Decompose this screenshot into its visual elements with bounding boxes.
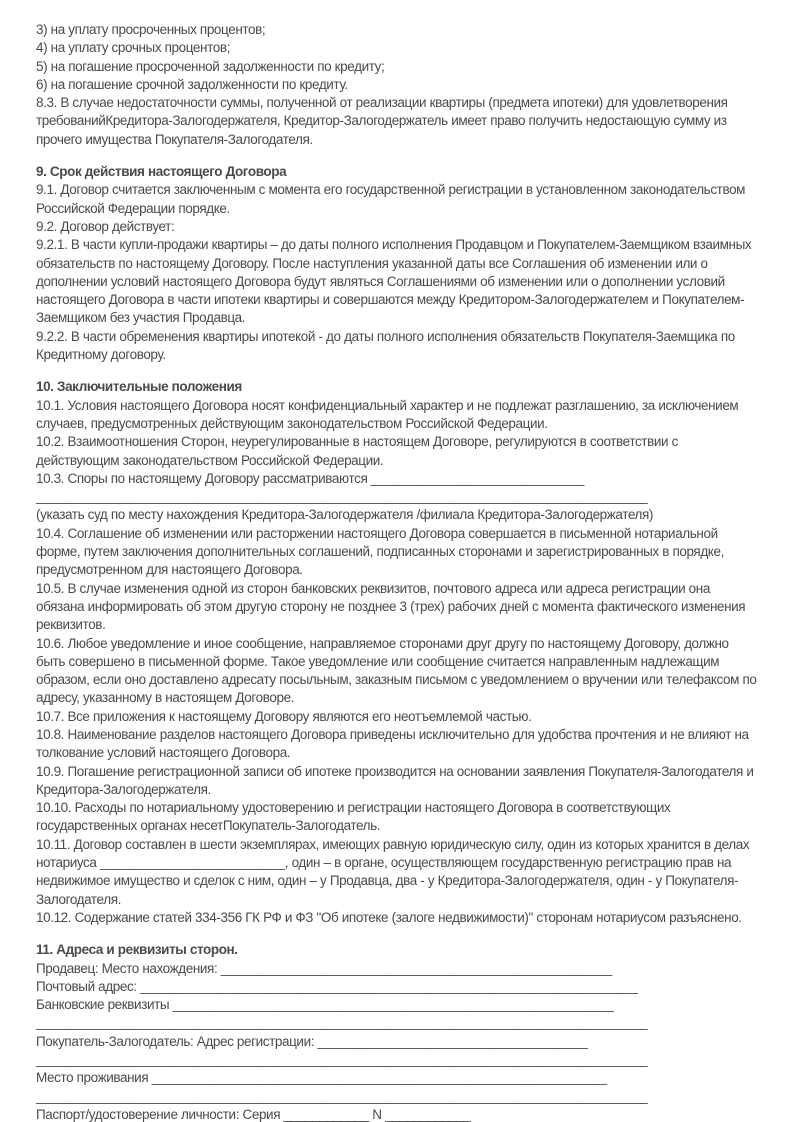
paragraph: 10.12. Содержание статей 334-356 ГК РФ и ФЗ "Об ипотеке (залоге недвижимости)" сторонам нотариусом разъяснено. [36,909,742,925]
paragraph: 9.2.2. В части обременения квартиры ипотекой - до даты полного исполнения обязательств Покупателя-Заемщика по Кредитному договору. [36,328,735,363]
section-heading: 11. Адреса и реквизиты сторон. [36,942,238,958]
field-line: Банковские реквизиты ______________________________________________________________ [36,997,614,1013]
blank-field-line: ______________________________________________________________________________________ [36,489,648,505]
document-body [36,21,757,1122]
paragraph: 5) на погашение просроченной задолженности по кредиту; [36,58,385,74]
paragraph: 10.9. Погашение регистрационной записи об ипотеке производится на основании заявления Покупателя-Залогодателя и Кредитора-Залогодержателя. [36,763,754,797]
paragraph: 10.4. Соглашение об изменении или расторжении настоящего Договора совершается в письменной нотариальной форме, путем заключения дополнительных соглашений, подписанных сторонами и зарегистрированных в порядке, предусмотренном для настоящего Договора. [36,525,724,578]
paragraph: 10.3. Споры по настоящему Договору рассматриваются ______________________________ [36,470,585,486]
paragraph: 3) на уплату просроченных процентов; [36,22,266,37]
field-note: (указать суд по месту нахождения Кредитора-Залогодержателя /филиала Кредитора-Залогодержателя) [36,507,654,523]
paragraph: 10.11. Договор составлен в шести экземплярах, имеющих равную юридическую силу, один из которых хранится в делах нотариуса __________________________, один – в органе, осуществляющем государственную регистрацию прав на недвижимое имущество и сделок с ним, один – у Продавца, два - у Кредитора-Залогодержателя, один - у Покупателя-Залогодателя. [36,836,750,907]
field-line: Паспорт/удостоверение личности: Серия ____________ N ____________ [36,1106,471,1122]
paragraph: 10.2. Взаимоотношения Сторон, неурегулированные в настоящем Договоре, регулируются в соответствии с действующим законодательством Российской Федерации. [36,434,678,468]
field-line: Покупатель-Залогодатель: Адрес регистрации: ______________________________________ [36,1033,588,1049]
paragraph: 10.1. Условия настоящего Договора носят конфиденциальный характер и не подлежат разглашению, за исключением случаев, предусмотренных действующим законодательством Российской Федерации. [36,397,739,431]
field-line: Продавец: Место нахождения: _______________________________________________________ [36,960,612,976]
field-line: Место проживания ________________________________________________________________ [36,1070,607,1086]
paragraph: 9.2. Договор действует: [36,218,175,234]
paragraph: 10.5. В случае изменения одной из сторон банковских реквизитов, почтового адреса или адреса регистрации она обязана информировать об этом другую сторону не позднее 3 (трех) рабочих дней с момента фактического изменения реквизитов. [36,580,746,633]
paragraph: 9.1. Договор считается заключенным с момента его государственной регистрации в установленном законодательством Российской Федерации порядке. [36,182,746,216]
paragraph: 10.10. Расходы по нотариальному удостоверению и регистрации настоящего Договора в соответствующих государственных органах несетПокупатель-Залогодатель. [36,800,671,834]
paragraph: 10.7. Все приложения к настоящему Договору являются его неотъемлемой частью. [36,708,532,724]
section-heading: 9. Срок действия настоящего Договора [36,164,287,180]
field-line: Почтовый адрес: ______________________________________________________________________ [36,978,638,994]
paragraph: 10.6. Любое уведомление и иное сообщение, направляемое сторонами друг другу по настоящему Договору, должно быть совершено в письменной форме. Такое уведомление или сообщение считается направленным надлежащим образом, если оно доставлено адресату посыльным, заказным письмом с уведомлением о вручении или телефаксом по адресу, указанному в настоящем Договоре. [36,635,757,706]
section-heading: 10. Заключительные положения [36,379,242,395]
paragraph: 9.2.1. В части купли-продажи квартиры – до даты полного исполнения Продавцом и Покупателем-Заемщиком взаимных обязательств по настоящему Договору. После наступления указанной даты все Соглашения об изменении или о дополнении условий настоящего Договора будут являться Соглашениями об изменении или о дополнении условий настоящего Договора в части ипотеки квартиры и совершаются между Кредитором-Залогодержателем и Покупателем-Заемщиком без участия Продавца. [36,237,752,326]
blank-field-line: ______________________________________________________________________________________ [36,1015,648,1031]
blank-field-line: ______________________________________________________________________________________ [36,1088,648,1104]
paragraph: 8.3. В случае недостаточности суммы, полученной от реализации квартиры (предмета ипотеки) для удовлетворения требованийКредитора-Залогодержателя, Кредитор-Залогодержатель имеет право получить недостающую сумму из прочего имущества Покупателя-Залогодателя. [36,95,728,147]
blank-field-line: ______________________________________________________________________________________ [36,1052,648,1068]
paragraph: 6) на погашение срочной задолженности по кредиту. [36,76,348,92]
paragraph: 4) на уплату срочных процентов; [36,40,230,56]
paragraph: 10.8. Наименование разделов настоящего Договора приведены исключительно для удобства прочтения и не влияют на толкование условий настоящего Договора. [36,726,749,761]
